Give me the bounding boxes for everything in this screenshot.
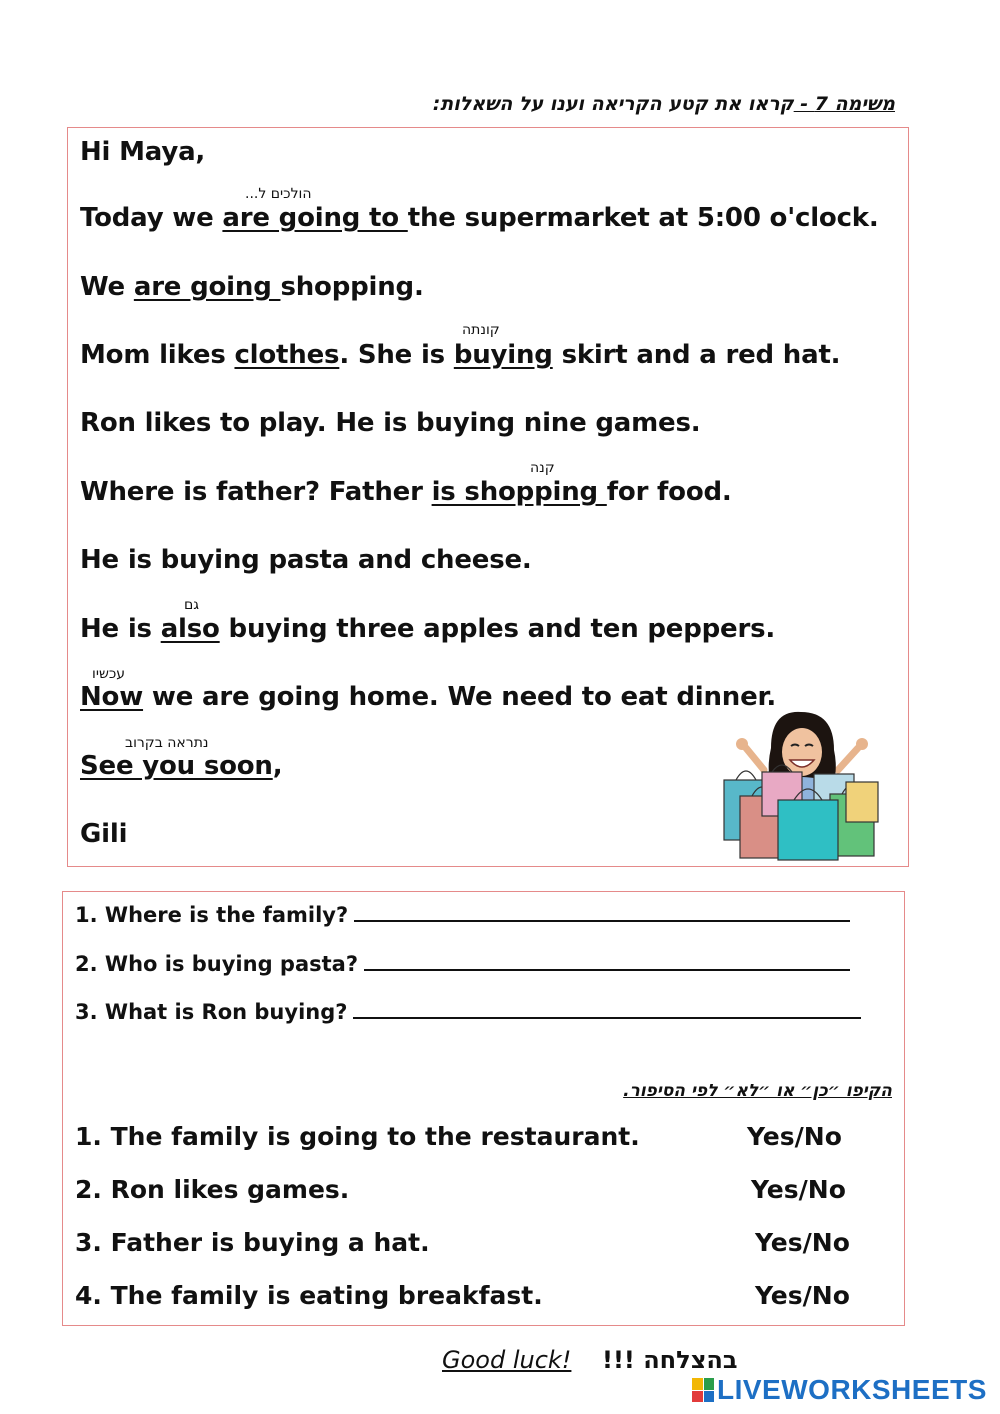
answer-field-3[interactable] <box>353 997 861 1019</box>
circle-instruction: הקיפו ״כן״ או ״לא״ לפי הסיפור. <box>623 1081 892 1101</box>
gloss-see-you-soon: נתראה בקרוב <box>125 735 209 751</box>
gloss-are-going-to: הולכים ל... <box>245 186 312 202</box>
letter-line-9: See you soon, <box>80 751 283 781</box>
task-instruction <box>433 93 895 115</box>
answer-field-2[interactable] <box>364 949 850 971</box>
good-luck-hebrew: בהצלחה !!! <box>602 1346 738 1374</box>
shopping-girl-illustration <box>716 708 888 864</box>
letter-line-6: He is buying pasta and cheese. <box>80 545 532 575</box>
brand-name: LIVEWORKSHEETS <box>717 1374 987 1405</box>
letter-greeting: Hi Maya, <box>80 137 206 167</box>
yes-no-choice-2[interactable]: Yes/No <box>751 1175 846 1204</box>
letter-line-1: Today we are going to the supermarket at 5:00 o'clock. <box>80 203 879 233</box>
liveworksheets-logo[interactable] <box>692 1374 987 1406</box>
letter-line-4: Ron likes to play. He is buying nine games. <box>80 408 701 438</box>
question-3: 3. What is Ron buying? <box>75 997 861 1024</box>
gloss-now: עכשיו <box>92 666 126 682</box>
task-number: משימה 7 - <box>793 93 895 115</box>
gloss-shopping: קנה <box>530 460 555 476</box>
question-2: 2. Who is buying pasta? <box>75 949 850 976</box>
letter-line-8: Now we are going home. We need to eat dinner. <box>80 682 777 712</box>
yes-no-choice-1[interactable]: Yes/No <box>747 1122 842 1151</box>
letter-signature: Gili <box>80 819 128 849</box>
statement-4: 4. The family is eating breakfast. <box>75 1281 543 1310</box>
letter-line-2: We are going shopping. <box>80 272 424 302</box>
gloss-buying: קונתה <box>462 322 500 338</box>
liveworksheets-logo-icon <box>692 1378 714 1402</box>
letter-line-3: Mom likes clothes. She is buying skirt and a red hat. <box>80 340 841 370</box>
answer-field-1[interactable] <box>354 900 850 922</box>
statement-1: 1. The family is going to the restaurant. <box>75 1122 640 1151</box>
task-text: קראו את קטע הקריאה וענו על השאלות: <box>432 93 794 115</box>
statement-2: 2. Ron likes games. <box>75 1175 350 1204</box>
question-1: 1. Where is the family? <box>75 900 850 927</box>
gloss-also: גם <box>184 597 200 613</box>
yes-no-choice-4[interactable]: Yes/No <box>755 1281 850 1310</box>
good-luck-text: Good luck! <box>442 1346 572 1374</box>
letter-line-5: Where is father? Father is shopping for food. <box>80 477 732 507</box>
letter-line-7: He is also buying three apples and ten peppers. <box>80 614 776 644</box>
yes-no-choice-3[interactable]: Yes/No <box>755 1228 850 1257</box>
statement-3: 3. Father is buying a hat. <box>75 1228 430 1257</box>
